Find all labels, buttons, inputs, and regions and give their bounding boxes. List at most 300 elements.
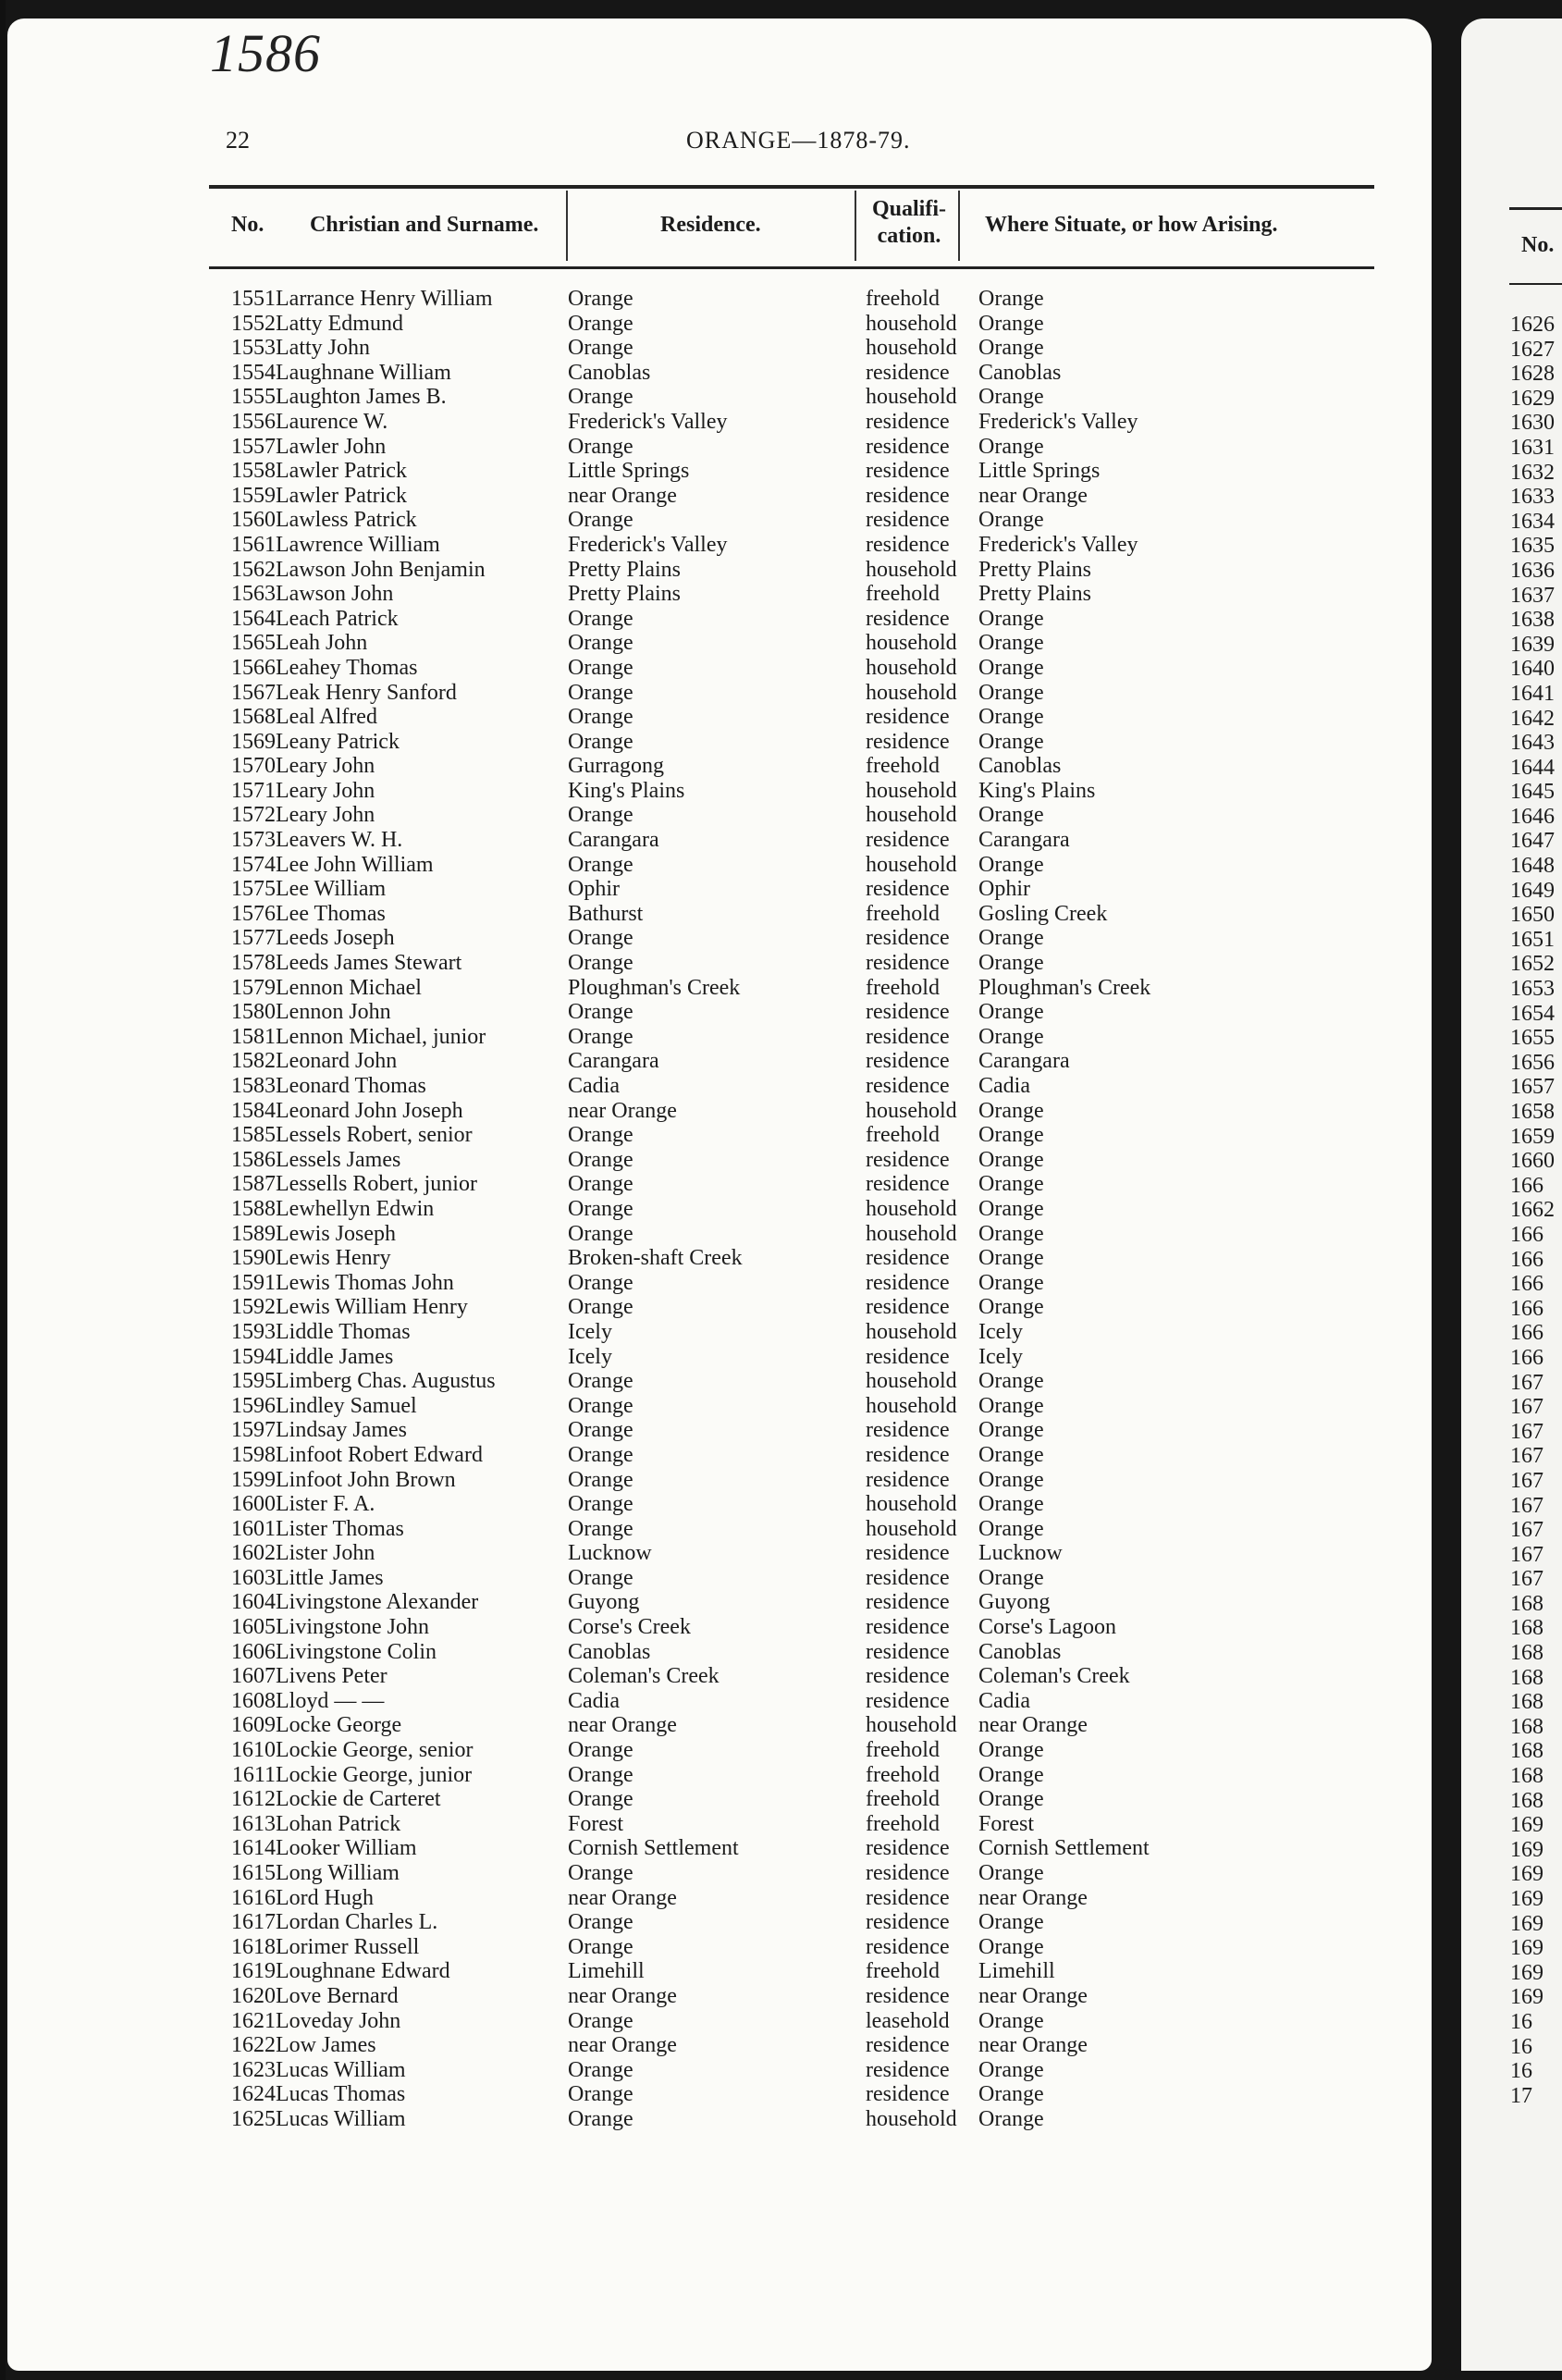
column-header-where: Where Situate, or how Arising. <box>985 213 1278 237</box>
register-entries <box>0 287 1424 2132</box>
where-situate: Orange <box>978 926 1044 951</box>
qualification: household <box>866 2106 957 2131</box>
residence: Orange <box>568 2106 633 2131</box>
table-row <box>0 410 1424 435</box>
elector-name: Low James <box>276 2033 376 2058</box>
entry-number: 1560 <box>231 508 276 533</box>
where-situate: Orange <box>978 287 1044 311</box>
table-row <box>0 902 1424 927</box>
next-page-entry-number: 169 <box>1510 1837 1544 1862</box>
residence: Icely <box>568 1344 612 1369</box>
handwritten-folio-number: 1586 <box>210 23 321 83</box>
table-row <box>0 976 1424 1001</box>
table-row <box>0 312 1424 337</box>
next-page-entry-number: 169 <box>1510 1911 1544 1936</box>
next-page-entry-number: 1659 <box>1510 1124 1555 1149</box>
next-page-entry-number: 1626 <box>1510 313 1555 337</box>
table-row <box>0 926 1424 951</box>
table-row <box>0 1369 1424 1394</box>
next-page-entry-number: 1651 <box>1510 927 1555 952</box>
entry-number: 1623 <box>231 2057 276 2082</box>
next-page-entry-number: 166 <box>1510 1247 1544 1272</box>
elector-name: Leah John <box>276 631 368 656</box>
next-page-entry-number: 166 <box>1510 1345 1544 1370</box>
residence: Orange <box>568 1492 633 1517</box>
residence: Orange <box>568 1762 633 1787</box>
next-page-entry-number: 16 <box>1510 2009 1532 2034</box>
entry-number: 1562 <box>231 557 276 582</box>
next-page-entry-number: 168 <box>1510 1788 1544 1813</box>
table-row <box>0 1320 1424 1345</box>
column-header-no: No. <box>231 213 264 237</box>
elector-name: Leary John <box>276 778 375 803</box>
where-situate: Orange <box>978 655 1044 680</box>
qualification: residence <box>866 1934 950 1959</box>
column-divider <box>566 191 568 261</box>
elector-name: Love Bernard <box>276 1983 399 2008</box>
next-page-entry-number: 1652 <box>1510 952 1555 977</box>
residence: Orange <box>568 606 633 631</box>
where-situate: Orange <box>978 508 1044 533</box>
table-row <box>0 2033 1424 2058</box>
residence: Orange <box>568 1393 633 1418</box>
where-situate: Frederick's Valley <box>978 409 1138 434</box>
entry-number: 1593 <box>231 1319 276 1344</box>
next-page-entry-number: 16 <box>1510 2034 1532 2059</box>
table-row <box>0 1197 1424 1222</box>
entry-number: 1603 <box>231 1565 276 1590</box>
table-row <box>0 828 1424 853</box>
qualification: freehold <box>866 901 940 926</box>
qualification: freehold <box>866 1811 940 1836</box>
qualification: residence <box>866 1467 950 1492</box>
table-row <box>0 1959 1424 1984</box>
next-page-entry-number: 168 <box>1510 1739 1544 1764</box>
entry-number: 1619 <box>231 1959 276 1984</box>
entry-number: 1621 <box>231 2008 276 2033</box>
next-page-entry-number: 167 <box>1510 1444 1544 1469</box>
elector-name: Leary John <box>276 754 375 779</box>
where-situate: Limehill <box>978 1959 1055 1984</box>
residence: Orange <box>568 1270 633 1295</box>
entry-number: 1591 <box>231 1270 276 1295</box>
where-situate: Orange <box>978 1762 1044 1787</box>
residence: Orange <box>568 1024 633 1049</box>
entry-number: 1561 <box>231 532 276 557</box>
residence: Orange <box>568 1910 633 1935</box>
qualification: residence <box>866 1147 950 1172</box>
residence: Guyong <box>568 1590 640 1615</box>
elector-name: Leeds James Stewart <box>276 951 462 976</box>
where-situate: Orange <box>978 1492 1044 1517</box>
entry-number: 1586 <box>231 1147 276 1172</box>
entry-number: 1590 <box>231 1246 276 1271</box>
qualification: residence <box>866 877 950 902</box>
where-situate: Orange <box>978 729 1044 754</box>
qualification: household <box>866 852 957 877</box>
qualification: household <box>866 385 957 410</box>
residence: Orange <box>568 1221 633 1246</box>
entry-number: 1606 <box>231 1639 276 1664</box>
residence: Ophir <box>568 877 620 902</box>
table-row <box>0 853 1424 878</box>
qualification: freehold <box>866 1959 940 1984</box>
entry-number: 1570 <box>231 754 276 779</box>
table-row <box>0 2107 1424 2132</box>
elector-name: Lockie de Carteret <box>276 1787 441 1812</box>
qualification: household <box>866 631 957 656</box>
elector-name: Laughton James B. <box>276 385 447 410</box>
next-page-entry-number: 1629 <box>1510 386 1555 411</box>
where-situate: Orange <box>978 311 1044 336</box>
elector-name: Little James <box>276 1565 384 1590</box>
residence: near Orange <box>568 1885 677 1910</box>
entry-number: 1583 <box>231 1074 276 1098</box>
where-situate: near Orange <box>978 483 1088 508</box>
elector-name: Lee William <box>276 877 387 902</box>
residence: Orange <box>568 1516 633 1541</box>
table-row <box>0 607 1424 632</box>
elector-name: Lewis Thomas John <box>276 1270 454 1295</box>
qualification: freehold <box>866 582 940 607</box>
qualification: residence <box>866 2082 950 2107</box>
residence: Orange <box>568 926 633 951</box>
where-situate: Orange <box>978 631 1044 656</box>
entry-number: 1582 <box>231 1049 276 1074</box>
qualification: residence <box>866 1983 950 2008</box>
table-row <box>0 558 1424 583</box>
qualification: residence <box>866 1639 950 1664</box>
where-situate: Little Springs <box>978 459 1101 484</box>
where-situate: Orange <box>978 1123 1044 1148</box>
qualification: household <box>866 1196 957 1221</box>
entry-number: 1578 <box>231 951 276 976</box>
where-situate: Orange <box>978 1467 1044 1492</box>
qualification: residence <box>866 1885 950 1910</box>
elector-name: Liddle James <box>276 1344 394 1369</box>
residence: Orange <box>568 1147 633 1172</box>
where-situate: Pretty Plains <box>978 582 1092 607</box>
residence: Orange <box>568 1934 633 1959</box>
where-situate: Lucknow <box>978 1541 1063 1566</box>
elector-name: Lloyd — — <box>276 1688 385 1713</box>
qualification: residence <box>866 1910 950 1935</box>
elector-name: Lennon John <box>276 1000 391 1025</box>
where-situate: Ophir <box>978 877 1030 902</box>
qualification: residence <box>866 1688 950 1713</box>
qualification: freehold <box>866 754 940 779</box>
where-situate: near Orange <box>978 1713 1088 1738</box>
next-page-entry-number: 169 <box>1510 1985 1544 2010</box>
elector-name: Lawler Patrick <box>276 483 407 508</box>
next-page-entry-number: 1657 <box>1510 1075 1555 1100</box>
elector-name: Lockie George, senior <box>276 1738 474 1763</box>
entry-number: 1601 <box>231 1516 276 1541</box>
qualification: freehold <box>866 975 940 1000</box>
qualification: residence <box>866 434 950 459</box>
residence: Frederick's Valley <box>568 532 728 557</box>
next-page-entry-number: 166 <box>1510 1173 1544 1198</box>
table-row <box>0 1049 1424 1074</box>
table-row <box>0 730 1424 755</box>
elector-name: Lewis Henry <box>276 1246 391 1271</box>
residence: Gurragong <box>568 754 664 779</box>
entry-number: 1607 <box>231 1664 276 1689</box>
entry-number: 1587 <box>231 1172 276 1197</box>
next-page-entry-number: 168 <box>1510 1764 1544 1789</box>
qualification: residence <box>866 1565 950 1590</box>
where-situate: Orange <box>978 852 1044 877</box>
residence: Orange <box>568 385 633 410</box>
header-rule-bottom <box>209 266 1374 269</box>
qualification: residence <box>866 508 950 533</box>
table-row <box>0 1812 1424 1837</box>
entry-number: 1574 <box>231 852 276 877</box>
residence: Orange <box>568 1861 633 1885</box>
entry-number: 1594 <box>231 1344 276 1369</box>
entry-number: 1610 <box>231 1738 276 1763</box>
table-row <box>0 1172 1424 1197</box>
qualification: residence <box>866 1024 950 1049</box>
table-row <box>0 2009 1424 2034</box>
elector-name: Lindley Samuel <box>276 1393 417 1418</box>
residence: Limehill <box>568 1959 645 1984</box>
next-page-entry-number: 1648 <box>1510 854 1555 879</box>
elector-name: Lawler John <box>276 434 387 459</box>
next-page-rule <box>1509 207 1562 210</box>
table-row <box>0 1836 1424 1861</box>
next-page-entry-number: 1643 <box>1510 731 1555 756</box>
table-row <box>0 1566 1424 1591</box>
next-page-entry-number: 167 <box>1510 1370 1544 1395</box>
qualification: residence <box>866 1246 950 1271</box>
table-row <box>0 951 1424 976</box>
residence: Orange <box>568 1565 633 1590</box>
table-row <box>0 631 1424 656</box>
next-page-entry-number: 1642 <box>1510 706 1555 731</box>
elector-name: Latty John <box>276 336 370 361</box>
entry-number: 1564 <box>231 606 276 631</box>
entry-number: 1592 <box>231 1295 276 1320</box>
table-row <box>0 484 1424 509</box>
entry-number: 1625 <box>231 2106 276 2131</box>
qualification: freehold <box>866 1738 940 1763</box>
residence: near Orange <box>568 1098 677 1123</box>
elector-name: Long William <box>276 1861 400 1885</box>
table-row <box>0 336 1424 361</box>
elector-name: Lister Thomas <box>276 1516 404 1541</box>
next-page-entry-number: 1645 <box>1510 780 1555 805</box>
entry-number: 1620 <box>231 1983 276 2008</box>
where-situate: Gosling Creek <box>978 901 1108 926</box>
where-situate: Orange <box>978 1295 1044 1320</box>
residence: Cadia <box>568 1074 620 1098</box>
entry-number: 1624 <box>231 2082 276 2107</box>
entry-number: 1598 <box>231 1442 276 1467</box>
column-divider <box>958 191 960 261</box>
elector-name: Linfoot John Brown <box>276 1467 456 1492</box>
entry-number: 1576 <box>231 901 276 926</box>
elector-name: Locke George <box>276 1713 402 1738</box>
next-page-entry-number: 1660 <box>1510 1149 1555 1174</box>
elector-name: Larrance Henry William <box>276 287 493 311</box>
qualification: residence <box>866 1295 950 1320</box>
entry-number: 1571 <box>231 778 276 803</box>
residence: Orange <box>568 1172 633 1197</box>
residence: Orange <box>568 729 633 754</box>
entry-number: 1588 <box>231 1196 276 1221</box>
qualification: residence <box>866 1074 950 1098</box>
entry-number: 1556 <box>231 409 276 434</box>
next-page-entry-number: 1639 <box>1510 632 1555 657</box>
entry-number: 1585 <box>231 1123 276 1148</box>
entry-number: 1565 <box>231 631 276 656</box>
next-page-entry-number: 1630 <box>1510 411 1555 436</box>
qualification: household <box>866 311 957 336</box>
entry-number: 1567 <box>231 680 276 705</box>
elector-name: Leach Patrick <box>276 606 399 631</box>
where-situate: Orange <box>978 1442 1044 1467</box>
qualification: household <box>866 1492 957 1517</box>
qualification: household <box>866 1393 957 1418</box>
residence: near Orange <box>568 483 677 508</box>
table-row <box>0 1886 1424 1911</box>
elector-name: Lord Hugh <box>276 1885 374 1910</box>
table-row <box>0 582 1424 607</box>
where-situate: near Orange <box>978 1983 1088 2008</box>
qualification: residence <box>866 1541 950 1566</box>
residence: Orange <box>568 1123 633 1148</box>
entry-number: 1573 <box>231 828 276 853</box>
residence: Orange <box>568 655 633 680</box>
next-page-entry-number: 168 <box>1510 1714 1544 1739</box>
where-situate: Orange <box>978 1147 1044 1172</box>
table-row <box>0 705 1424 730</box>
qualification: freehold <box>866 1787 940 1812</box>
where-situate: Orange <box>978 1172 1044 1197</box>
residence: Ploughman's Creek <box>568 975 741 1000</box>
residence: Cornish Settlement <box>568 1836 739 1861</box>
where-situate: Coleman's Creek <box>978 1664 1130 1689</box>
qualification: residence <box>866 459 950 484</box>
qualification: household <box>866 680 957 705</box>
entry-number: 1604 <box>231 1590 276 1615</box>
elector-name: Lessels James <box>276 1147 401 1172</box>
where-situate: Orange <box>978 803 1044 828</box>
residence: Orange <box>568 803 633 828</box>
qualification: residence <box>866 1664 950 1689</box>
entry-number: 1602 <box>231 1541 276 1566</box>
next-page-entry-number: 167 <box>1510 1567 1544 1592</box>
table-row <box>0 435 1424 460</box>
elector-name: Linfoot Robert Edward <box>276 1442 483 1467</box>
next-page-entry-number: 1655 <box>1510 1026 1555 1051</box>
where-situate: Orange <box>978 1393 1044 1418</box>
elector-name: Lorimer Russell <box>276 1934 420 1959</box>
entry-number: 1554 <box>231 360 276 385</box>
where-situate: Orange <box>978 1196 1044 1221</box>
qualification: leasehold <box>866 2008 950 2033</box>
entry-number: 1555 <box>231 385 276 410</box>
entry-number: 1599 <box>231 1467 276 1492</box>
elector-name: Lister John <box>276 1541 375 1566</box>
next-page-entry-number: 169 <box>1510 1887 1544 1911</box>
entry-number: 1589 <box>231 1221 276 1246</box>
where-situate: Canoblas <box>978 360 1062 385</box>
elector-name: Loveday John <box>276 2008 401 2033</box>
where-situate: Orange <box>978 606 1044 631</box>
where-situate: Orange <box>978 2082 1044 2107</box>
qualification: residence <box>866 705 950 730</box>
entry-number: 1551 <box>231 287 276 311</box>
table-row <box>0 1271 1424 1296</box>
where-situate: Corse's Lagoon <box>978 1615 1116 1640</box>
table-row <box>0 287 1424 312</box>
elector-name: Lawson John Benjamin <box>276 557 486 582</box>
qualification: residence <box>866 951 950 976</box>
entry-number: 1566 <box>231 655 276 680</box>
qualification: residence <box>866 1615 950 1640</box>
elector-name: Leonard John <box>276 1049 398 1074</box>
table-row <box>0 779 1424 804</box>
elector-name: Looker William <box>276 1836 417 1861</box>
elector-name: Leonard Thomas <box>276 1074 426 1098</box>
next-page-entry-number: 1632 <box>1510 460 1555 485</box>
table-row <box>0 1148 1424 1173</box>
residence: Lucknow <box>568 1541 652 1566</box>
where-situate: Orange <box>978 1369 1044 1394</box>
table-row <box>0 803 1424 828</box>
running-head: ORANGE—1878-79. <box>686 127 911 154</box>
entry-number: 1577 <box>231 926 276 951</box>
where-situate: Cadia <box>978 1074 1030 1098</box>
next-page-entry-number: 166 <box>1510 1296 1544 1321</box>
next-page-entry-number: 1658 <box>1510 1100 1555 1124</box>
residence: Orange <box>568 631 633 656</box>
residence: Orange <box>568 951 633 976</box>
where-situate: Orange <box>978 680 1044 705</box>
elector-name: Lee John William <box>276 852 434 877</box>
residence: Pretty Plains <box>568 582 682 607</box>
qualification: household <box>866 655 957 680</box>
elector-name: Leary John <box>276 803 375 828</box>
table-row <box>0 656 1424 681</box>
residence: Bathurst <box>568 901 644 926</box>
entry-number: 1616 <box>231 1885 276 1910</box>
entry-number: 1596 <box>231 1393 276 1418</box>
next-page-entry-number: 1635 <box>1510 534 1555 559</box>
qualification: residence <box>866 828 950 853</box>
table-row <box>0 508 1424 533</box>
qualification: household <box>866 557 957 582</box>
residence: Orange <box>568 336 633 361</box>
entry-number: 1553 <box>231 336 276 361</box>
table-row <box>0 1590 1424 1615</box>
table-row <box>0 1787 1424 1812</box>
entry-number: 1568 <box>231 705 276 730</box>
elector-name: Laurence W. <box>276 409 388 434</box>
qualification: residence <box>866 360 950 385</box>
residence: Orange <box>568 680 633 705</box>
next-page-entry-number: 167 <box>1510 1468 1544 1493</box>
next-page-entry-number: 167 <box>1510 1395 1544 1420</box>
elector-name: Lucas William <box>276 2057 406 2082</box>
elector-name: Limberg Chas. Augustus <box>276 1369 496 1394</box>
elector-name: Lee Thomas <box>276 901 386 926</box>
elector-name: Lewhellyn Edwin <box>276 1196 435 1221</box>
where-situate: Orange <box>978 1910 1044 1935</box>
where-situate: Cornish Settlement <box>978 1836 1150 1861</box>
